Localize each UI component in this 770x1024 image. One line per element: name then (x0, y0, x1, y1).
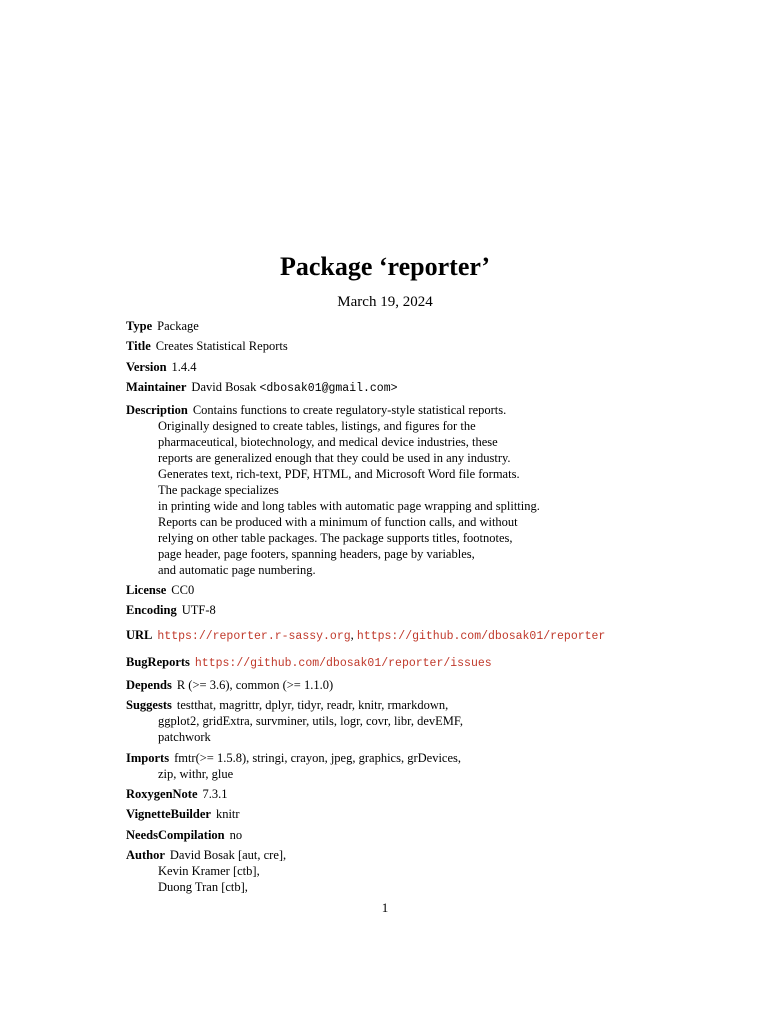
field-title (126, 338, 746, 354)
url-link-github[interactable]: https://github.com/dbosak01/reporter (356, 630, 606, 644)
field-key: Type (126, 319, 153, 333)
field-key: Title (126, 339, 151, 354)
field-license (126, 582, 746, 598)
field-description (126, 402, 746, 578)
author-first-line (126, 847, 746, 863)
description-line: relying on other table packages. The package supports titles, footnotes, (158, 530, 513, 545)
description-line: Generates text, rich-text, PDF, HTML, and Microsoft Word file formats. (158, 466, 520, 481)
bugreports-link[interactable]: https://github.com/dbosak01/reporter/issues (194, 657, 492, 671)
maintainer-email: <dbosak01@gmail.com> (259, 382, 398, 396)
package-fields (126, 318, 746, 899)
field-key: Description (126, 402, 188, 417)
field-type (126, 318, 746, 334)
field-bugreports (126, 654, 746, 672)
imports-line: fmtr(>= 1.5.8), stringi, crayon, jpeg, graphics, grDevices, (174, 750, 462, 765)
field-version (126, 359, 746, 375)
description-line: Originally designed to create tables, listings, and figures for the (158, 418, 476, 433)
field-value: Package (157, 319, 199, 333)
field-value: R (>= 3.6), common (>= 1.1.0) (176, 677, 334, 692)
author-line: Duong Tran [ctb], (158, 880, 248, 895)
field-depends (126, 677, 746, 693)
description-line: page header, page footers, spanning headers, page by variables, (158, 546, 475, 561)
suggests-first-line (126, 697, 746, 713)
field-key: VignetteBuilder (126, 807, 211, 822)
field-encoding (126, 602, 746, 618)
maintainer-name: David Bosak (191, 380, 257, 395)
description-line: reports are generalized enough that they could be used in any industry. (158, 450, 511, 465)
field-key: Maintainer (126, 380, 187, 395)
author-line: Kevin Kramer [ctb], (158, 864, 260, 879)
field-author (126, 847, 746, 895)
description-line: The package specializes (158, 482, 279, 497)
field-value: Creates Statistical Reports (155, 339, 288, 354)
suggests-line: ggplot2, gridExtra, survminer, utils, logr, covr, libr, devEMF, (158, 714, 463, 729)
description-line: and automatic page numbering. (158, 562, 316, 577)
field-key: Author (126, 848, 165, 863)
field-key: URL (126, 628, 153, 643)
document-title: Package ‘reporter’ (279, 252, 491, 281)
field-vignettebuilder (126, 806, 746, 822)
field-key: BugReports (126, 655, 190, 670)
suggests-line: patchwork (158, 730, 211, 745)
field-needscompilation (126, 827, 746, 843)
field-imports (126, 750, 746, 782)
field-key: License (126, 582, 167, 597)
description-line: Reports can be produced with a minimum of function calls, and without (158, 514, 518, 529)
url-link-website[interactable]: https://reporter.r-sassy.org (157, 630, 351, 644)
description-line: pharmaceutical, biotechnology, and medical device industries, these (158, 434, 498, 449)
field-key: Depends (126, 677, 172, 692)
author-line: David Bosak [aut, cre], (169, 848, 287, 863)
field-value: 1.4.4 (171, 359, 197, 374)
field-value: UTF-8 (181, 603, 216, 618)
url-separator: , (350, 628, 357, 643)
field-value: knitr (215, 807, 240, 822)
description-first-line (126, 402, 746, 418)
field-key: Imports (126, 750, 170, 765)
field-key: Version (126, 359, 167, 374)
field-value: CC0 (171, 582, 195, 597)
suggests-line: testthat, magrittr, dplyr, tidyr, readr, knitr, rmarkdown, (176, 698, 449, 713)
imports-first-line (126, 750, 746, 766)
field-roxygennote (126, 786, 746, 802)
page-number: 1 (381, 900, 389, 915)
field-key: Encoding (126, 603, 177, 618)
field-value: 7.3.1 (202, 786, 228, 801)
description-line: in printing wide and long tables with automatic page wrapping and splitting. (158, 498, 540, 513)
field-url (126, 627, 746, 645)
description-line: Contains functions to create regulatory-style statistical reports. (192, 402, 507, 417)
field-suggests (126, 697, 746, 745)
field-key: NeedsCompilation (126, 827, 225, 842)
field-maintainer (126, 379, 746, 397)
document-date: March 19, 2024 (337, 294, 433, 310)
imports-line: zip, withr, glue (158, 766, 234, 781)
field-key: Suggests (126, 698, 172, 713)
field-value: no (229, 827, 243, 842)
field-key: RoxygenNote (126, 786, 198, 801)
